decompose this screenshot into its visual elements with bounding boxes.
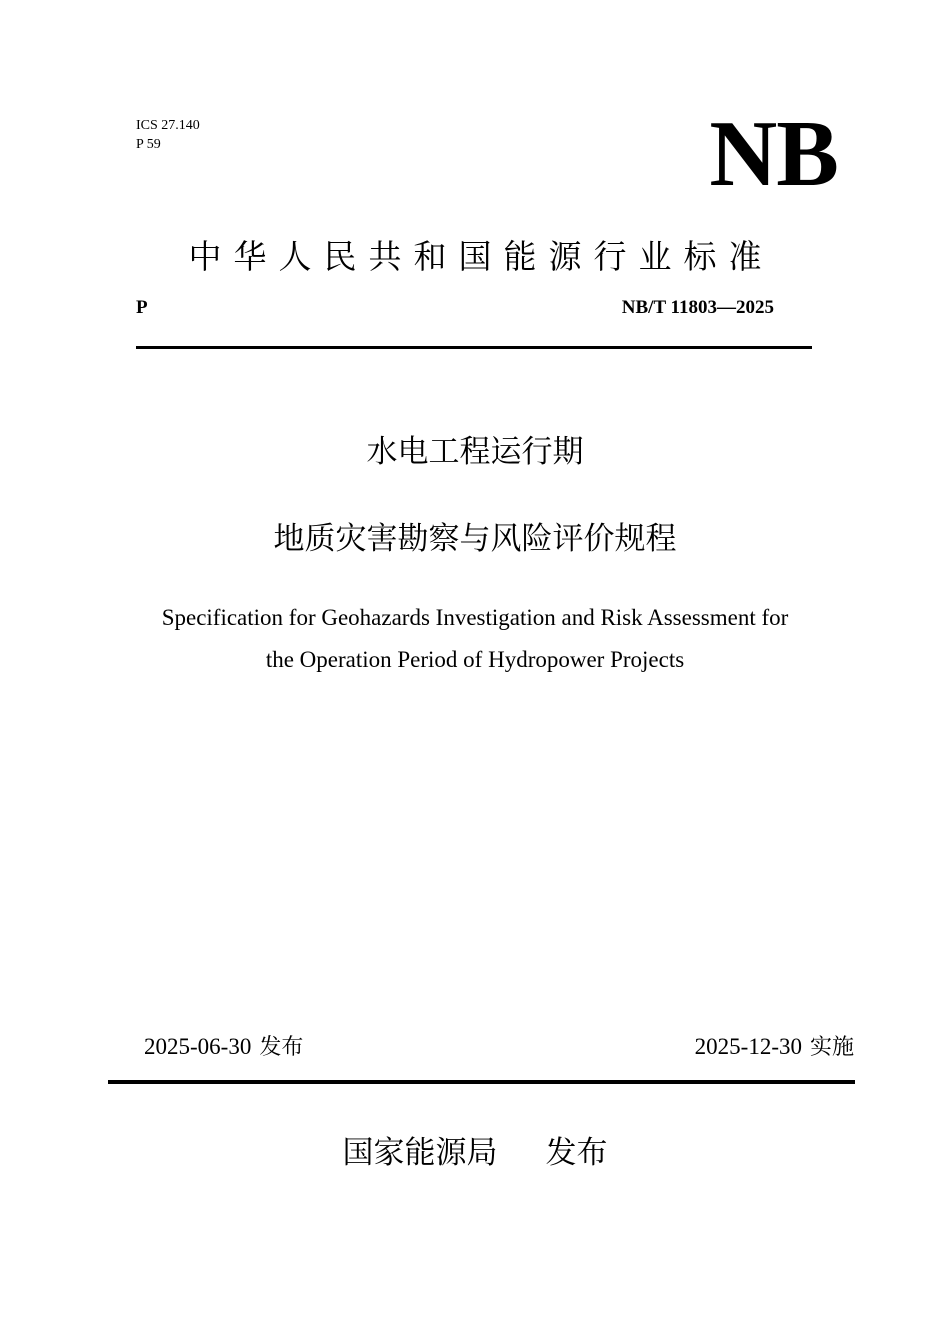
issuer-name: 国家能源局 (342, 1135, 498, 1171)
nb-logo: NB (709, 102, 838, 206)
title-zh-line-1: 水电工程运行期 (366, 434, 584, 470)
classification-letter: P (136, 297, 148, 318)
industry-standard-heading: 中华人民共和国能源行业标准 (188, 237, 774, 276)
ics-code: ICS 27.140 (136, 118, 200, 133)
issue-label: 发布 (259, 1035, 304, 1060)
issue-date: 2025-06-30 (144, 1034, 252, 1059)
ccs-code: P 59 (136, 137, 161, 152)
title-zh-line-2: 地质灾害勘察与风险评价规程 (273, 521, 677, 557)
bottom-divider (108, 1080, 855, 1084)
classification-codes (136, 116, 200, 154)
issuer-block (0, 1133, 950, 1173)
title-en-line-2: the Operation Period of Hydropower Projects (265, 647, 685, 672)
implementation-date-block (695, 1032, 854, 1063)
standard-number: NB/T 11803—2025 (621, 297, 774, 318)
top-divider (136, 346, 812, 349)
implementation-label: 实施 (809, 1035, 854, 1060)
implementation-date: 2025-12-30 (694, 1034, 802, 1059)
title-en-line-1: Specification for Geohazards Investigation and Risk Assessment for (161, 605, 789, 630)
issue-date-block (144, 1032, 303, 1063)
issuer-action: 发布 (545, 1135, 608, 1171)
